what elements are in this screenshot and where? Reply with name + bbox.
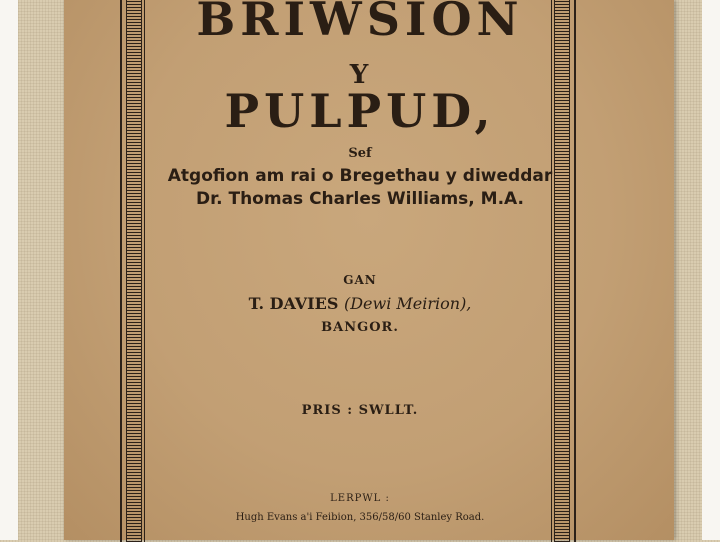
imprint-city: LERPWL :	[330, 493, 390, 504]
price-text: PRIS : SWLLT.	[301, 403, 419, 418]
title-line-3: PULPUD,	[224, 84, 496, 138]
title-line-2: Y	[349, 60, 371, 90]
gan-label: GAN	[343, 273, 377, 287]
author-alias: (Dewi Meirion),	[343, 294, 472, 313]
title-line-1: BRIWSION	[196, 0, 524, 46]
sef-label: Sef	[348, 146, 372, 161]
subtitle-line-1: Atgofion am rai o Bregethau y diweddar	[167, 166, 553, 186]
imprint-publisher: Hugh Evans a'i Feibion, 356/58/60 Stanley Road.	[235, 512, 485, 523]
author-line	[140, 294, 580, 313]
author-place: BANGOR.	[321, 320, 399, 335]
subtitle-line-2: Dr. Thomas Charles Williams, M.A.	[196, 189, 524, 209]
author-name: T. DAVIES	[248, 294, 339, 313]
